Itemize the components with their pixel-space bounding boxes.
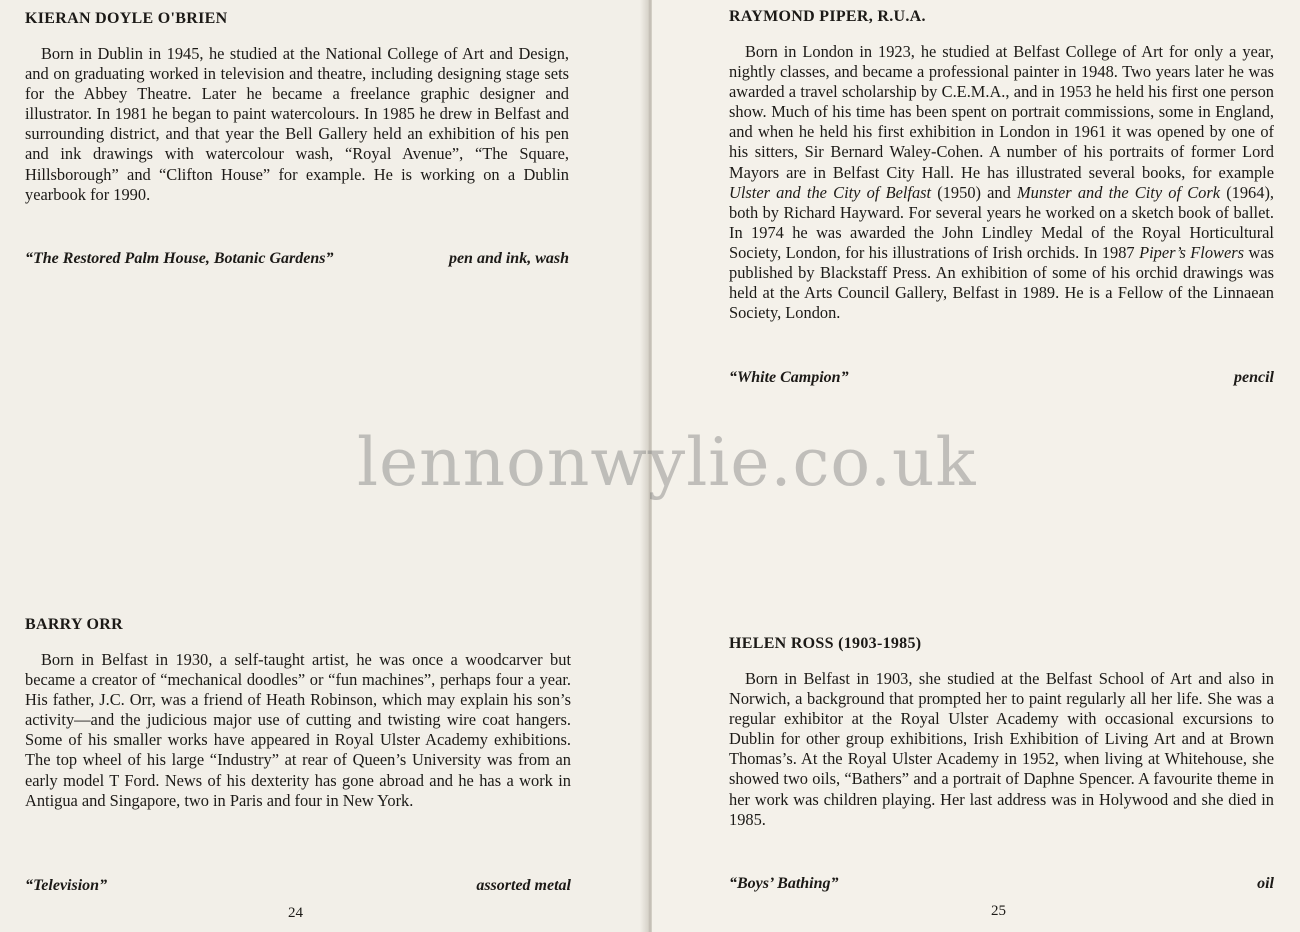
work-caption — [25, 877, 571, 895]
work-title: “Television” — [25, 877, 108, 894]
page-number: 24 — [288, 905, 303, 921]
book-title: Piper’s Flowers — [1139, 242, 1245, 262]
book-title: Munster and the City of Cork — [1017, 182, 1221, 202]
artist-bio: Born in Belfast in 1930, a self-taught artist, he was once a woodcarver but became a creator of “mechanical doodles” or “fun machines”, perhaps four a year. His father, J.C. Orr, was a friend of Heath Robinson, which may explain his son’s activity—and the judicious major use of cutting and twisting wire coat hangers. Some of his smaller works have appeared in Royal Ulster Academy exhibitions. The top wheel of his large “Industry” at rear of Queen’s University was from an early model T Ford. News of his dexterity has gone abroad and he has a work in Antigua and Singapore, two in Paris and four in New York. — [25, 650, 571, 810]
work-medium: pencil — [1234, 369, 1274, 386]
entry-barry-orr — [25, 616, 571, 811]
work-title: “Boys’ Bathing” — [729, 875, 839, 892]
entry-kieran-doyle-obrien — [25, 10, 569, 205]
work-medium: oil — [1257, 875, 1274, 892]
entry-raymond-piper — [729, 8, 1274, 323]
work-title: “White Campion” — [729, 369, 849, 386]
left-page — [0, 0, 648, 932]
work-caption — [729, 875, 1274, 893]
artist-name: KIERAN DOYLE O'BRIEN — [25, 10, 228, 27]
page-number: 25 — [991, 903, 1006, 919]
work-caption — [729, 369, 1274, 387]
work-medium: pen and ink, wash — [448, 250, 569, 267]
watermark-text: lennonwylie.co.uk — [357, 424, 977, 501]
artist-name: RAYMOND PIPER, R.U.A. — [729, 8, 926, 25]
book-title: Ulster and the City of Belfast — [729, 182, 932, 202]
artist-bio: Born in Dublin in 1945, he studied at the National College of Art and Design, and on graduating worked in television and theatre, including designing stage sets for the Abbey Theatre. Later he became a freelance graphic designer and illustrator. In 1981 he began to paint watercolours. In 1985 he drew in Belfast and surrounding district, and that year the Bell Gallery held an exhibition of his pen and ink drawings with watercolour wash, “Royal Avenue”, “The Square, Hillsborough” and “Clifton House” for example. He is working on a Dublin yearbook for 1990. — [25, 44, 569, 204]
artist-bio: Born in London in 1923, he studied at Belfast College of Art for only a year, nightly classes, and became a professional painter in 1948. Two years later he was awarded a travel scholarship by C.E.M.A., and in 1953 he held his first one person show. Much of his time has been spent on portrait commissions, some in England, and when he held his first exhibition in London in 1961 it was opened by one of his sitters, Sir Bernard Waley-Cohen. A number of his portraits of former Lord Mayors are in Belfast City Hall. He has illustrated several books, for example Ulster and the City of Belfast (1950) and Munster and the City of Cork (1964), both by Richard Hayward. For several years he worked on a sketch book of ballet. In 1974 he was awarded the John Lindley Medal of the Royal Horticultural Society, London, for his illustrations of Irish orchids. In 1987 Piper’s Flowers was published by Blackstaff Press. An exhibition of some of his orchid drawings was held at the Arts Council Gallery, Belfast in 1989. He is a Fellow of the Linnaean Society, London. — [729, 42, 1274, 323]
artist-name: HELEN ROSS (1903-1985) — [729, 635, 922, 652]
work-caption — [25, 250, 569, 268]
right-page — [652, 0, 1300, 932]
work-title: “The Restored Palm House, Botanic Gardens” — [25, 250, 334, 267]
artist-bio: Born in Belfast in 1903, she studied at the Belfast School of Art and also in Norwich, a background that prompted her to paint regularly all her life. She was a regular exhibitor at the Royal Ulster Academy with occasional excursions to Dublin for other group exhibitions, Irish Exhibition of Living Art and at Brown Thomas’s. At the Royal Ulster Academy in 1952, when living at Whitehouse, she showed two oils, “Bathers” and a portrait of Daphne Spencer. A favourite theme in her work was children playing. Her last address was in Holywood and she died in 1985. — [729, 669, 1274, 829]
entry-helen-ross — [729, 635, 1274, 830]
work-medium: assorted metal — [476, 877, 571, 894]
artist-name: BARRY ORR — [25, 616, 123, 633]
